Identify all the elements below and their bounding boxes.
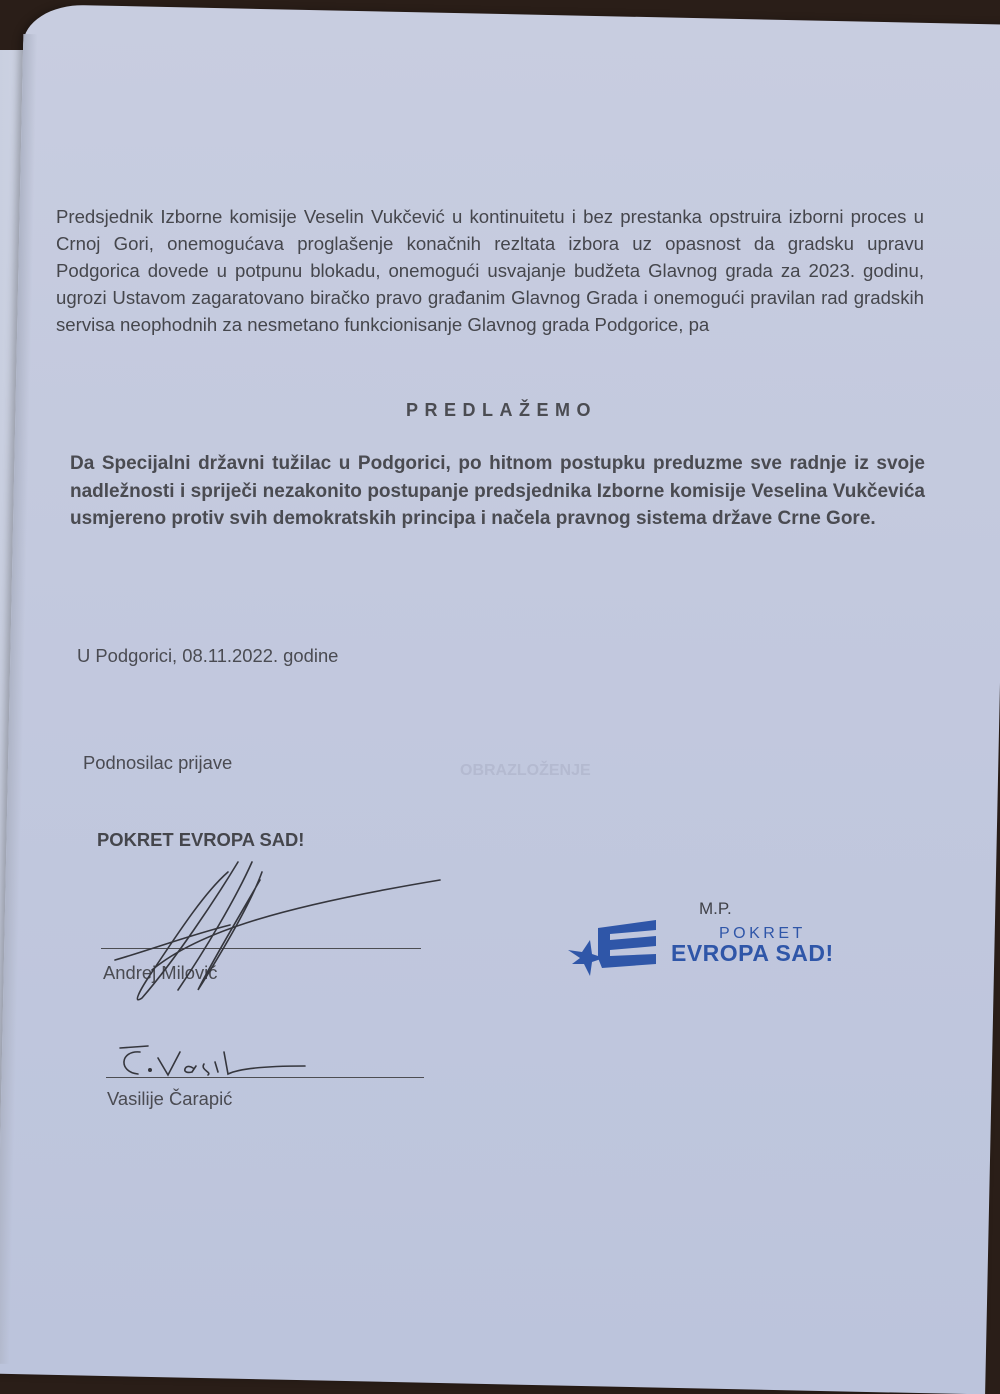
- logo-text-evropa-sad: EVROPA SAD!: [671, 940, 834, 966]
- organization-name: POKRET EVROPA SAD!: [97, 829, 305, 850]
- date-place-line: U Podgorici, 08.11.2022. godine: [77, 645, 339, 666]
- logo-text-pokret: POKRET: [719, 925, 806, 942]
- signature-line-1: [101, 948, 421, 949]
- party-logo-icon: [568, 914, 660, 978]
- stamp-place-label: M.P.: [699, 899, 732, 918]
- bleed-through-heading: OBRAZLOŽENJE: [460, 762, 591, 779]
- section-heading: PREDLAŽEMO: [406, 400, 597, 420]
- signature-line-2: [106, 1077, 424, 1078]
- proposal-paragraph: Da Specijalni državni tužilac u Podgorici, po hitnom postupku preduzme sve radnje iz svoje nadležnosti i spriječi nezakonito postupanje predsjednika Izborne komisije Veselina Vukčevića usmjereno protiv svih demokratskih principa i načela pravnog sistema države Crne Gore.: [70, 453, 925, 529]
- submitter-label: Podnosilac prijave: [83, 752, 233, 773]
- signatory-name-2: Vasilije Čarapić: [107, 1088, 233, 1109]
- intro-paragraph: Predsjednik Izborne komisije Veselin Vukčević u kontinuitetu i bez prestanka opstruira izborni proces u Crnoj Gori, onemogućava proglašenje konačnih rezltata izbora uz opasnost da gradsku upravu Podgorica dovede u potpunu blokadu, onemogući usvajanje budžeta Glavnog grada za 2023. godinu, ugrozi Ustavom zagaratovano biračko pravo građanim Glavnog Grada i onemogući pravilan rad gradskih servisa neophodnih za nesmetano funkcionisanje Glavnog grada Podgorice, pa: [56, 206, 924, 335]
- signatory-name-1: Andrej Milović: [103, 962, 218, 983]
